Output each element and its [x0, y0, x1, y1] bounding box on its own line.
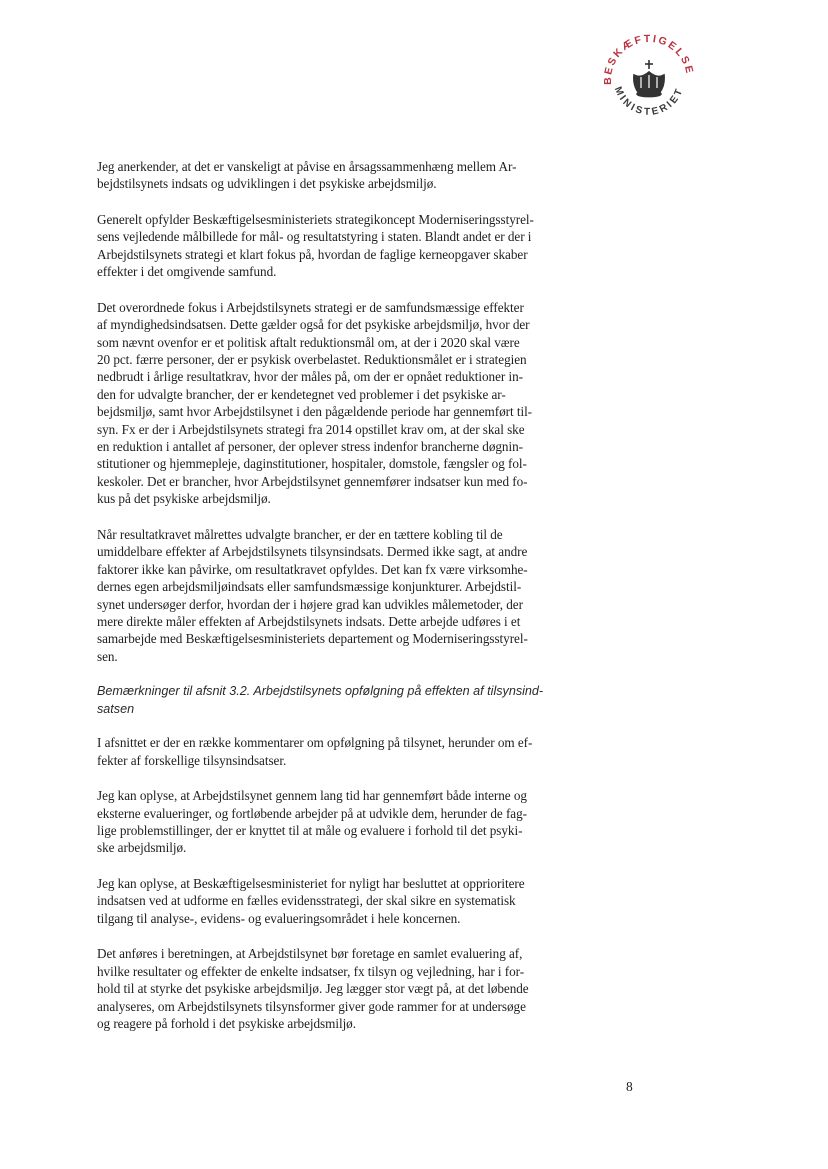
letter-body [97, 158, 591, 1051]
paragraph: Generelt opfylder Beskæftigelsesministeriets strategikoncept Moderniseringsstyrel- sens vejledende målbillede for mål- og resultatstyring i staten. Blandt andet er der i Arbejdstilsynets strategi et klart fokus på, hvordan de faglige kerneopgaver skaber effekter i det omgivende samfund. [97, 212, 534, 280]
section-heading: Bemærkninger til afsnit 3.2. Arbejdstilsynets opfølgning på effekten af tilsynsind- satsen [97, 684, 544, 716]
paragraph: Jeg kan oplyse, at Arbejdstilsynet gennem lang tid har gennemført både interne og eksterne evalueringer, og fortløbende arbejder på at udvikle dem, herunder de fag- lige problemstillinger, der er knyttet til at måle og evaluere i forhold til det psyki- ske arbejdsmiljø. [97, 788, 527, 856]
crown-seal-icon [593, 22, 705, 134]
paragraph: Når resultatkravet målrettes udvalgte brancher, er der en tættere kobling til de umiddelbare effekter af Arbejdstilsynets tilsynsindsats. Dermed ikke sagt, at andre faktorer ikke kan påvirke, om resultatkravet opfyldes. Det kan fx være virksomhe- dernes egen arbejdsmiljøindsats eller samfundsmæssige konjunkturer. Arbejdstil- synet undersøger derfor, hvordan der i højere grad kan udvikles målemetoder, der mere direkte måler effekten af Arbejdstilsynets indsats. Dette arbejde udføres i et samarbejde med Beskæftigelsesministeriets departement og Moderniseringsstyrel- sen. [97, 526, 528, 664]
page-number: 8 [626, 1079, 633, 1094]
logo-arc-top-text: BESKÆFTIGELSE [602, 32, 696, 85]
paragraph: Det anføres i beretningen, at Arbejdstilsynet bør foretage en samlet evaluering af, hvilke resultater og effekter de enkelte indsatser, fx tilsyn og vejledning, har i for- hold til at styrke det psykiske arbejdsmiljø. Jeg lægger stor vægt på, at det løbende analyseres, om Arbejdstilsynets tilsynsformer giver gode rammer for at undersøge og reagere på forhold i det psykiske arbejdsmiljø. [97, 946, 529, 1031]
ministry-logo [593, 22, 705, 134]
paragraph: Jeg kan oplyse, at Beskæftigelsesministeriet for nyligt har besluttet at opprioritere indsatsen ved at udforme en fælles evidensstrategi, der skal sikre en systematisk tilgang til analyse-, evidens- og evalueringsområdet i hele koncernen. [97, 875, 525, 926]
logo-arc-bottom-text: MINISTERIET [611, 85, 686, 118]
paragraph: I afsnittet er der en række kommentarer om opfølgning på tilsynet, herunder om ef- fekter af forskellige tilsynsindsatser. [97, 735, 533, 768]
paragraph: Jeg anerkender, at det er vanskeligt at påvise en årsagssammenhæng mellem Ar- bejdstilsynets indsats og udviklingen i det psykiske arbejdsmiljø. [97, 159, 517, 192]
paragraph: Det overordnede fokus i Arbejdstilsynets strategi er de samfundsmæssige effekter af myndighedsindsatsen. Dette gælder også for det psykiske arbejdsmiljø, hvor der som nævnt ovenfor er et politisk aftalt reduktionsmål om, at der i 2020 skal være 20 pct. færre personer, der er psykisk overbelastet. Reduktionsmålet er i strategien nedbrudt i årlige resultatkrav, hvor der måles på, om der er opnået reduktioner in- den for udvalgte brancher, der er kendetegnet ved problemer i det psykiske ar- bejdsmiljø, samt hvor Arbejdstilsynet i den pågældende periode har gennemført til- syn. Fx er der i Arbejdstilsynets strategi fra 2014 opstillet krav om, at der skal ske en reduktion i antallet af personer, der oplever stress indenfor brancherne døgnin- stitutioner og hjemmepleje, daginstitutioner, hospitaler, domstole, fængsler og fol- keskoler. Det er brancher, hvor Arbejdstilsynet gennemfører indsatser kun med fo- kus på det psykiske arbejdsmiljø. [97, 299, 533, 507]
crown-icon [634, 60, 664, 97]
